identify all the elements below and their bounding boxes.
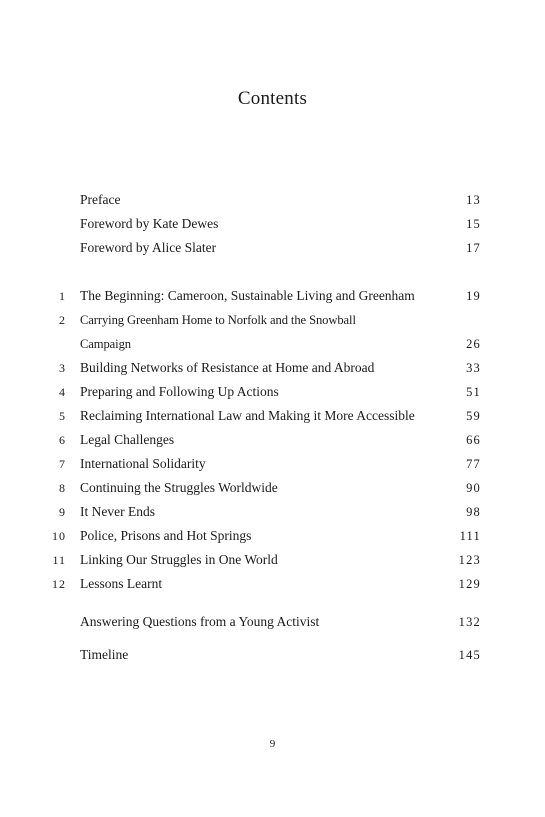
toc-entry-page: 77 — [466, 457, 481, 471]
toc-entry-page: 66 — [466, 433, 481, 447]
toc-entry-label: International Solidarity — [80, 456, 206, 471]
toc-entry-page: 59 — [466, 409, 481, 423]
chapter-number: 9 — [59, 505, 66, 519]
toc-chapter-2 — [0, 310, 545, 330]
toc-chapter-5 — [0, 406, 545, 426]
page-number: 9 — [269, 738, 276, 750]
toc-entry-label: Linking Our Struggles in One World — [80, 552, 278, 567]
toc-entry-label: Foreword by Alice Slater — [80, 240, 217, 255]
chapter-number: 5 — [59, 409, 66, 423]
toc-chapter-10 — [0, 526, 545, 546]
chapter-number: 8 — [59, 481, 66, 495]
toc-entry-page: 19 — [466, 289, 481, 303]
toc-entry-page: 26 — [466, 337, 481, 351]
toc-entry-label: Lessons Learnt — [80, 576, 163, 591]
chapter-number: 10 — [52, 529, 66, 543]
toc-entry-preface — [0, 190, 545, 210]
toc-entry-label-continued: Campaign — [80, 337, 131, 351]
toc-chapter-2-continued — [0, 334, 545, 354]
toc-entry-label: Answering Questions from a Young Activist — [80, 614, 320, 629]
toc-entry-label: Preface — [80, 192, 121, 207]
toc-entry-page: 33 — [466, 361, 481, 375]
toc-entry-label: It Never Ends — [80, 504, 155, 519]
toc-entry-label: Preparing and Following Up Actions — [80, 384, 279, 399]
chapter-number: 1 — [59, 289, 66, 303]
toc-entry-foreword-slater — [0, 238, 545, 258]
toc-entry-page: 90 — [466, 481, 481, 495]
toc-entry-page: 129 — [458, 577, 481, 591]
toc-chapter-11 — [0, 550, 545, 570]
page-title: Contents — [237, 88, 308, 109]
chapter-number: 6 — [59, 433, 66, 447]
toc-entry-page: 51 — [466, 385, 481, 399]
toc-chapter-8 — [0, 478, 545, 498]
toc-entry-label: Reclaiming International Law and Making it More Accessible — [80, 408, 415, 423]
toc-chapter-1 — [0, 286, 545, 306]
toc-entry-page: 13 — [466, 193, 481, 207]
chapter-number: 3 — [59, 361, 66, 375]
toc-entry-label: Police, Prisons and Hot Springs — [80, 528, 252, 543]
toc-entry-page: 132 — [458, 615, 481, 629]
toc-entry-label: Legal Challenges — [80, 432, 175, 447]
toc-entry-label: Building Networks of Resistance at Home and Abroad — [80, 360, 375, 375]
toc-entry-young-activist — [0, 612, 545, 632]
chapter-number: 4 — [59, 385, 66, 399]
chapter-number: 7 — [59, 457, 66, 471]
toc-entry-label: Continuing the Struggles Worldwide — [80, 480, 278, 495]
toc-entry-label: The Beginning: Cameroon, Sustainable Living and Greenham — [80, 288, 415, 303]
toc-chapter-4 — [0, 382, 545, 402]
toc-chapter-6 — [0, 430, 545, 450]
toc-entry-page: 15 — [466, 217, 481, 231]
toc-chapter-3 — [0, 358, 545, 378]
chapter-number: 12 — [52, 577, 66, 591]
toc-entry-label: Timeline — [80, 647, 129, 662]
toc-entry-page: 17 — [466, 241, 481, 255]
chapter-number: 11 — [52, 553, 66, 567]
toc-entry-page: 98 — [466, 505, 481, 519]
toc-entry-label: Carrying Greenham Home to Norfolk and the Snowball — [80, 313, 356, 327]
chapter-number: 2 — [59, 313, 66, 327]
toc-chapter-9 — [0, 502, 545, 522]
toc-entry-label: Foreword by Kate Dewes — [80, 216, 219, 231]
toc-chapter-12 — [0, 574, 545, 594]
toc-entry-page: 111 — [459, 529, 481, 543]
toc-chapter-7 — [0, 454, 545, 474]
toc-entry-timeline — [0, 645, 545, 665]
toc-entry-foreword-dewes — [0, 214, 545, 234]
toc-entry-page: 145 — [458, 648, 481, 662]
toc-entry-page: 123 — [458, 553, 481, 567]
